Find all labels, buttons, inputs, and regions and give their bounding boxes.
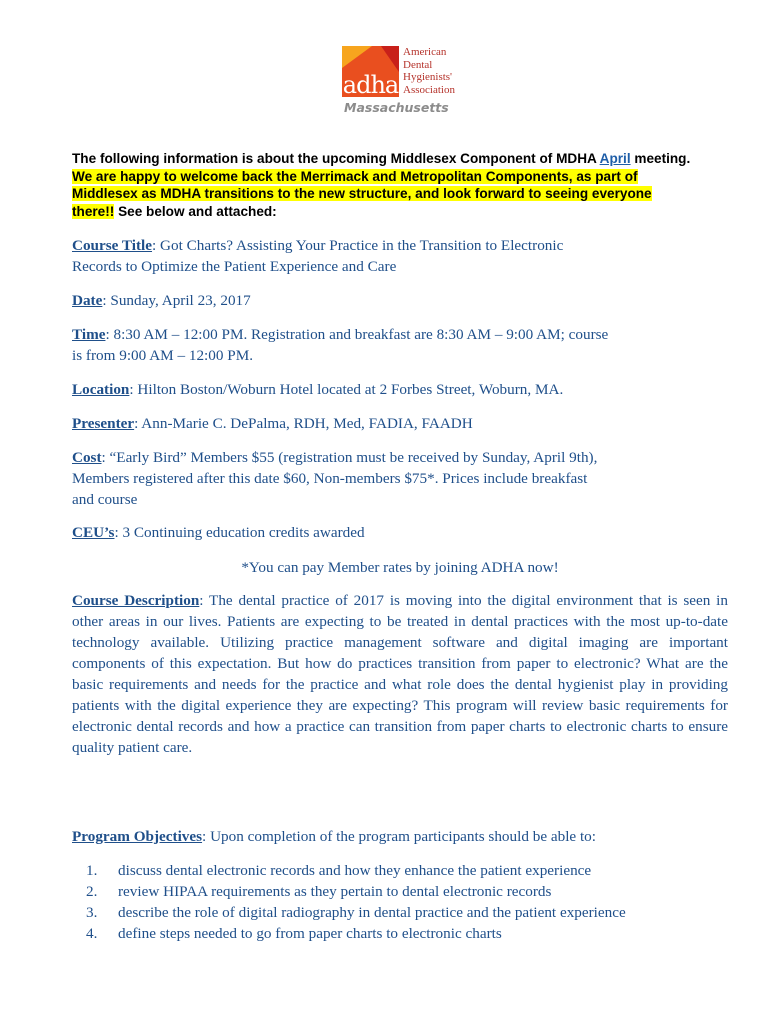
location-section — [72, 379, 728, 400]
ceus-label: CEU’s — [72, 524, 115, 541]
objectives-list — [86, 860, 626, 944]
adha-logo — [342, 44, 472, 118]
date-value: : Sunday, April 23, 2017 — [102, 292, 251, 309]
date-label: Date — [72, 292, 103, 309]
program-objectives-label: Program Objectives — [72, 828, 203, 845]
logo-organization-name: American Dental Hygienists' Association — [403, 46, 455, 96]
location-value: : Hilton Boston/Woburn Hotel located at 2 Forbes Street, Woburn, MA. — [129, 381, 564, 398]
program-objectives-section — [72, 826, 728, 847]
course-title-label: Course Title — [72, 237, 153, 254]
date-section — [72, 290, 728, 311]
location-label: Location — [72, 381, 130, 398]
intro-paragraph: The following information is about the upcoming Middlesex Component of MDHA April meeting. We are happy to welcome back the Merrimack and Metropolitan Components, as part of Middlesex as MDHA transitions to the new structure, and look forward to seeing everyone there!! See below and attached: — [72, 151, 691, 219]
april-link[interactable]: April — [599, 151, 631, 166]
time-value: : 8:30 AM – 12:00 PM. Registration and breakfast are 8:30 AM – 9:00 AM; course — [105, 326, 609, 343]
ceus-section — [72, 522, 728, 543]
intro-text: The following information is about the upcoming Middlesex Component of MDHA — [72, 151, 600, 166]
time-section: Time: 8:30 AM – 12:00 PM. Registration and breakfast are 8:30 AM – 9:00 AM; course is from 9:00 AM – 12:00 PM. — [72, 326, 609, 364]
list-item: 3. describe the role of digital radiography in dental practice and the patient experience — [86, 904, 626, 921]
course-title-value: : Got Charts? Assisting Your Practice in the Transition to Electronic — [152, 237, 564, 254]
course-description-text: : The dental practice of 2017 is moving into the digital environment that is seen in other areas in our lives. Patients are expecting to be treated in dental practices with the most up-to-date technology available. Utilizing practice management software and digital imaging are important components of this expectation. But how do practices transition from paper to electronic? What are the basic requirements and needs for the practice and what role does the dental hygienist play in providing patients with the digital experience they are expecting? This program will review basic requirements for electronic dental records and how a practice can transition from paper charts to electronic charts to ensure quality patient care. — [72, 592, 728, 756]
logo-state: Massachusetts — [344, 100, 449, 115]
list-item: 1. discuss dental electronic records and how they enhance the patient experience — [86, 862, 592, 879]
time-label: Time — [72, 326, 106, 343]
ceus-value: : 3 Continuing education credits awarded — [114, 524, 365, 541]
cost-section: Cost: “Early Bird” Members $55 (registration must be received by Sunday, April 9th), Members registered after this date $60, Non-members $75*. Prices include breakfast and course — [72, 449, 598, 508]
course-description-section — [72, 590, 728, 758]
presenter-label: Presenter — [72, 415, 135, 432]
cost-label: Cost — [72, 449, 102, 466]
course-title-section: Course Title: Got Charts? Assisting Your Practice in the Transition to Electronic Records to Optimize the Patient Experience and Care — [72, 237, 564, 275]
list-item: 4. define steps needed to go from paper charts to electronic charts — [86, 925, 502, 942]
presenter-value: : Ann-Marie C. DePalma, RDH, Med, FADIA, FAADH — [134, 415, 473, 432]
logo-mark — [342, 46, 399, 97]
logo-mark-text: adha — [342, 71, 399, 97]
presenter-section — [72, 413, 728, 434]
member-rates-note: *You can pay Member rates by joining ADHA now! — [241, 559, 559, 576]
list-item: 2. review HIPAA requirements as they pertain to dental electronic records — [86, 883, 552, 900]
cost-value: : “Early Bird” Members $55 (registration must be received by Sunday, April 9th), — [101, 449, 598, 466]
highlighted-welcome-text: We are happy to welcome back the Merrimack and Metropolitan Components, as part of — [72, 168, 638, 184]
program-objectives-intro: : Upon completion of the program participants should be able to: — [202, 828, 596, 845]
course-description-label: Course Description — [72, 592, 200, 609]
